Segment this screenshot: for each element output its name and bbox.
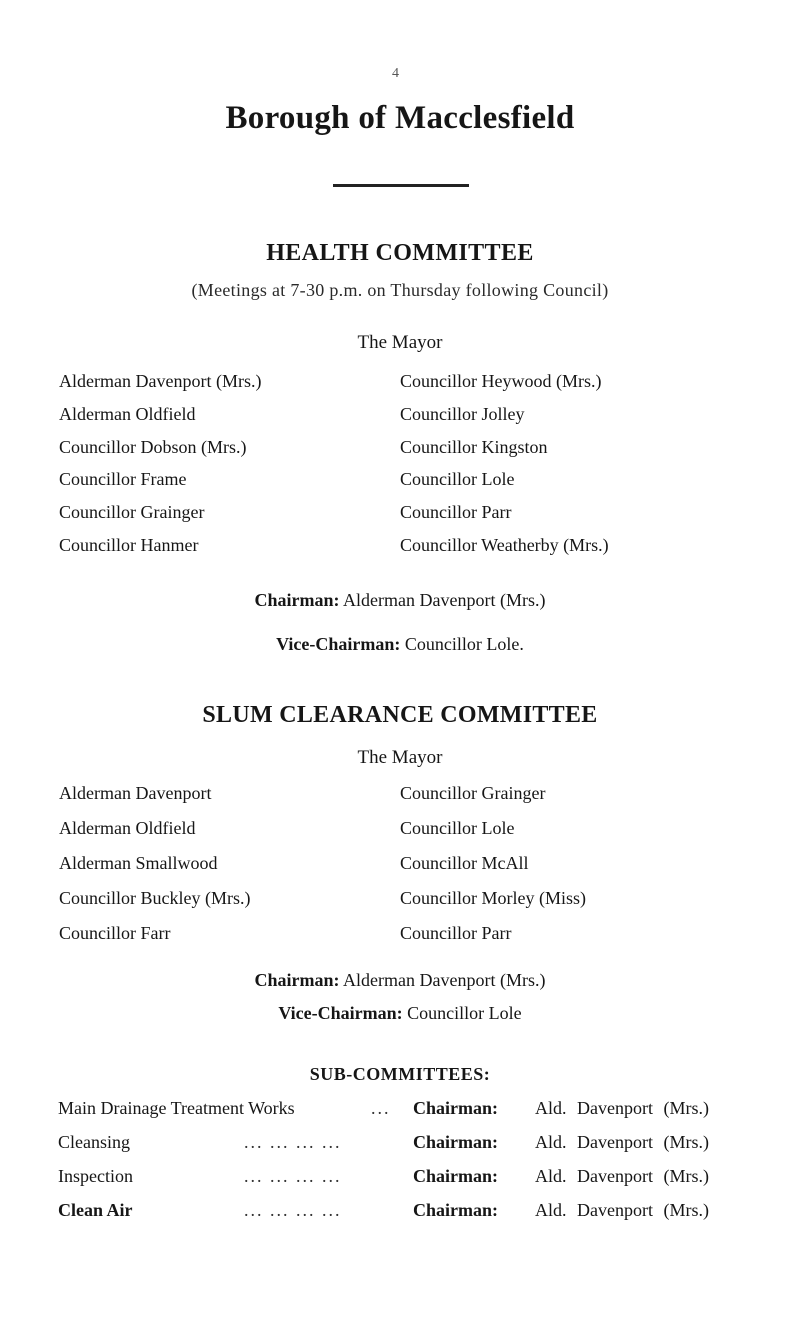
sub-committee-role: Chairman: [413,1200,498,1220]
chairman-label: Chairman: [254,590,340,610]
vice-chairman-label: Vice-Chairman: [278,1003,403,1023]
sub-committee-chairman: Ald. Davenport (Mrs.) [535,1132,709,1152]
sub-committee-name: Cleansing [58,1132,130,1152]
sub-committee-role: Chairman: [413,1166,498,1186]
page-number: 4 [392,66,399,81]
sub-committee-role: Chairman: [413,1132,498,1152]
health-committee-mayor: The Mayor [357,332,443,353]
sub-committee-row [58,1200,758,1226]
chairman-name: Alderman Davenport (Mrs.) [343,970,546,990]
slum-member-left: Alderman Smallwood [59,853,218,873]
slum-member-right: Councillor Parr [400,923,512,943]
health-member-right: Councillor Kingston [400,437,548,457]
vice-chairman-name: Councillor Lole. [404,634,524,654]
slum-vice-chairman-line [0,1003,800,1024]
health-chairman-line [0,590,800,611]
health-member-left: Councillor Dobson (Mrs.) [59,437,247,457]
slum-member-left: Alderman Oldfield [59,818,196,838]
health-member-right: Councillor Parr [400,502,512,522]
health-member-right: Councillor Heywood (Mrs.) [400,371,602,391]
leader-dots: ... ... ... ... [244,1166,342,1186]
chairman-label: Chairman: [254,970,340,990]
slum-clearance-mayor: The Mayor [357,747,443,768]
leader-dots: ... ... ... ... [244,1132,342,1152]
sub-committee-name: Main Drainage Treatment Works [58,1098,295,1118]
slum-member-right: Councillor Morley (Miss) [400,888,586,908]
health-member-right: Councillor Lole [400,469,515,489]
slum-clearance-heading: SLUM CLEARANCE COMMITTEE [202,702,598,728]
title-divider [333,184,469,187]
sub-committee-name: Inspection [58,1166,133,1186]
health-member-left: Councillor Grainger [59,502,205,522]
leader-dots: ... ... ... ... [244,1200,342,1220]
slum-member-right: Councillor McAll [400,853,529,873]
sub-committee-row [58,1132,758,1158]
sub-committees-heading: SUB-COMMITTEES: [309,1064,491,1084]
health-member-left: Councillor Frame [59,469,187,489]
sub-committee-chairman: Ald. Davenport (Mrs.) [535,1098,709,1118]
sub-committee-chairman: Ald. Davenport (Mrs.) [535,1200,709,1220]
slum-member-right: Councillor Lole [400,818,515,838]
vice-chairman-name: Councillor Lole [407,1003,522,1023]
sub-committee-name: Clean Air [58,1200,133,1220]
vice-chairman-label: Vice-Chairman: [276,634,401,654]
sub-committee-role: Chairman: [413,1098,498,1118]
health-vice-chairman-line [0,634,800,655]
leader-dots: ... [371,1098,391,1118]
slum-member-left: Councillor Farr [59,923,171,943]
health-member-left: Alderman Oldfield [59,404,196,424]
document-title: Borough of Macclesfield [225,100,575,136]
sub-committee-row [58,1166,758,1192]
slum-chairman-line [0,970,800,991]
slum-member-right: Councillor Grainger [400,783,546,803]
meetings-note: (Meetings at 7-30 p.m. on Thursday following Council) [191,280,609,300]
sub-committee-row [58,1098,758,1124]
slum-member-left: Councillor Buckley (Mrs.) [59,888,251,908]
health-member-right: Councillor Jolley [400,404,525,424]
health-member-left: Councillor Hanmer [59,535,199,555]
slum-member-left: Alderman Davenport [59,783,212,803]
sub-committee-chairman: Ald. Davenport (Mrs.) [535,1166,709,1186]
health-member-left: Alderman Davenport (Mrs.) [59,371,262,391]
health-committee-heading: HEALTH COMMITTEE [266,240,534,266]
health-member-right: Councillor Weatherby (Mrs.) [400,535,609,555]
chairman-name: Alderman Davenport (Mrs.) [343,590,546,610]
